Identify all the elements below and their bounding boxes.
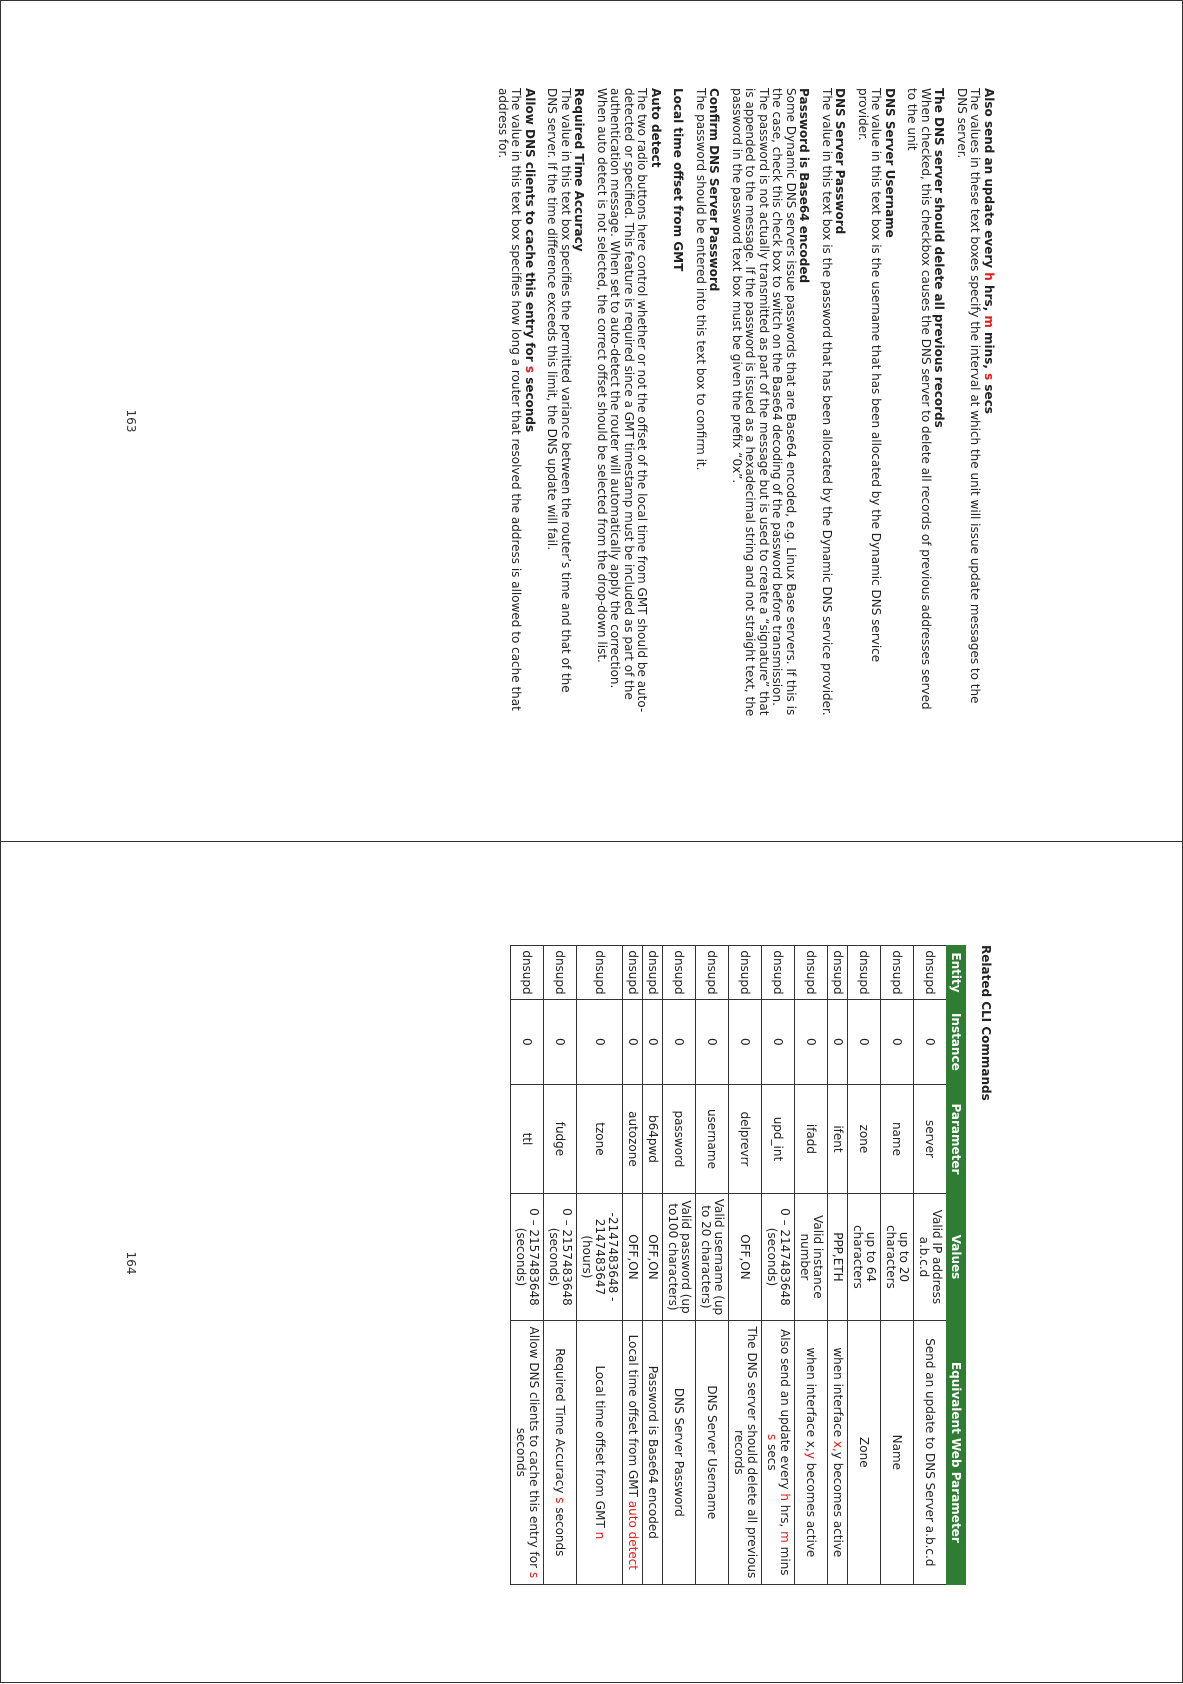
text-run: hrs, xyxy=(778,1500,792,1532)
section-body: Some Dynamic DNS servers issue passwords that are Base64 encoded, e.g. Linux Base servers. If this is the case, check this check box to switch on the Base64 decoding of the password before transmission. The password is not actually transmitted as part of the message but is used to create a “signature” that is appended to the message. If the password is issued as a hexadecimal string and not straight text, the password in the password text box must be given the prefix “0x”. xyxy=(730,88,798,717)
instance-cell: 0 xyxy=(848,999,881,1084)
highlight-text: auto detect xyxy=(626,1500,640,1571)
parameter-cell: autozone xyxy=(623,1084,643,1194)
highlight-text: m xyxy=(982,315,996,328)
text-run: Also send an update every xyxy=(778,1329,792,1494)
section-title xyxy=(982,88,996,718)
entity-cell: dnsupd xyxy=(623,946,643,1000)
text-run: mins, xyxy=(982,327,996,374)
parameter-cell: delprevrr xyxy=(729,1084,762,1194)
section-body: The password should be entered into this text box to confirm it. xyxy=(694,88,708,471)
column-header-instance: Instance xyxy=(947,999,966,1084)
section xyxy=(730,88,811,718)
values-cell: PPP,ETH xyxy=(828,1194,848,1320)
section-body: The two radio buttons here control whether or not the offset of the local time from GMT should be auto-detected or specified. This feature is required since a GMT timestamp must be included as part of the authentication message. When set to auto-detect the router will automatically apply the correction. When auto detect is not selected, the correct offset should be selected from the drop-down list. xyxy=(595,88,650,713)
text-run: Also send an update every xyxy=(982,88,996,273)
section xyxy=(820,88,847,718)
highlight-text: s xyxy=(527,1571,541,1579)
values-cell: Valid username (up to 20 characters) xyxy=(696,1194,729,1320)
section xyxy=(856,88,897,718)
section-body: The values in these text boxes specify the interval at which the unit will issue update messages to the DNS server. xyxy=(955,88,983,704)
table-body xyxy=(511,946,947,1585)
column-header-values: Values xyxy=(947,1194,966,1320)
instance-cell: 0 xyxy=(544,999,577,1084)
parameter-cell: ifadd xyxy=(795,1084,828,1194)
web-parameter-cell xyxy=(511,1320,544,1584)
section xyxy=(545,88,586,718)
web-parameter-cell xyxy=(696,1320,729,1584)
entity-cell: dnsupd xyxy=(914,946,947,1000)
instance-cell: 0 xyxy=(914,999,947,1084)
column-header-entity: Entity xyxy=(947,946,966,1000)
text-run: Send an update to DNS Server a.b.c.d xyxy=(923,1338,938,1567)
instance-cell: 0 xyxy=(623,999,643,1084)
entity-cell: dnsupd xyxy=(663,946,696,1000)
cli-heading: Related CLI Commands xyxy=(979,945,993,1101)
values-cell: OFF,ON xyxy=(623,1194,643,1320)
section-title xyxy=(797,88,811,718)
web-parameter-cell xyxy=(795,1320,828,1584)
section-body: The value in this text box specifies how long a router that resolved the address is allowed to cache that address for. xyxy=(496,88,524,711)
section-title xyxy=(932,88,946,718)
instance-cell: 0 xyxy=(762,999,795,1084)
text-run: Local time offset from GMT xyxy=(626,1334,640,1501)
table-row xyxy=(544,946,577,1585)
highlight-text: h xyxy=(982,272,996,281)
text-run: mins xyxy=(778,1542,792,1576)
web-parameter-cell xyxy=(643,1320,663,1584)
web-parameter-cell xyxy=(914,1320,947,1584)
text-run: Allow DNS clients to cache this entry for xyxy=(527,1326,541,1572)
text-run: The DNS server should delete all previous records xyxy=(932,88,947,428)
table-row xyxy=(828,946,848,1585)
parameter-cell: username xyxy=(696,1084,729,1194)
web-parameter-cell xyxy=(577,1320,623,1584)
section-title xyxy=(883,88,897,718)
table-row xyxy=(696,946,729,1585)
web-parameter-cell xyxy=(848,1320,881,1584)
section-body: The value in this text box specifies the permitted variance between the router’s time and that of the DNS server. If the time difference exceeds this limit, the DNS update will fail. xyxy=(545,88,573,693)
text-run: Confirm DNS Server Password xyxy=(707,88,722,292)
text-run: DNS Server Username xyxy=(883,88,897,238)
section-title xyxy=(649,88,663,718)
table-row xyxy=(663,946,696,1585)
text-run: DNS Server Password xyxy=(833,88,848,235)
entity-cell: dnsupd xyxy=(828,946,848,1000)
text-run: Local time offset from GMT xyxy=(593,1365,607,1532)
values-cell: 0 – 2147483648 (seconds) xyxy=(762,1194,795,1320)
table-row xyxy=(881,946,914,1585)
column-header-web-parameter: Equivalent Web Parameter xyxy=(947,1320,966,1584)
values-cell: Valid IP address a.b.c.d xyxy=(914,1194,947,1320)
values-cell: 0 – 2157483648 (seconds) xyxy=(544,1194,577,1320)
parameter-cell: ifent xyxy=(828,1084,848,1194)
highlight-text: n xyxy=(593,1531,607,1540)
highlight-text: s xyxy=(765,1434,779,1441)
web-parameter-cell xyxy=(663,1320,696,1584)
text-run: Password is Base64 encoded xyxy=(646,1365,660,1539)
parameter-cell: password xyxy=(663,1084,696,1194)
instance-cell: 0 xyxy=(828,999,848,1084)
text-run: hrs, xyxy=(982,280,996,316)
text-run: Zone xyxy=(857,1437,872,1468)
section-body: The value in this text box is the password that has been allocated by the Dynamic DNS service provider. xyxy=(820,88,834,716)
text-run: secs xyxy=(765,1440,779,1471)
text-run: The DNS server should delete all previous records xyxy=(732,1326,759,1579)
table-row xyxy=(623,946,643,1585)
highlight-text: s xyxy=(523,365,537,374)
entity-cell: dnsupd xyxy=(544,946,577,1000)
section-title xyxy=(833,88,847,718)
parameter-cell: name xyxy=(881,1084,914,1194)
web-parameter-cell xyxy=(729,1320,762,1584)
values-cell: up to 20 characters xyxy=(881,1194,914,1320)
entity-cell: dnsupd xyxy=(881,946,914,1000)
parameter-cell: upd_int xyxy=(762,1084,795,1194)
section-title xyxy=(707,88,721,718)
web-parameter-cell xyxy=(623,1320,643,1584)
section-body: When checked, this checkbox causes the DNS server to delete all records of previous addresses served to the unit xyxy=(905,88,933,710)
parameter-cell: server xyxy=(914,1084,947,1194)
text-run: secs xyxy=(982,380,996,414)
parameter-cell: tzone xyxy=(577,1084,623,1194)
values-cell: Valid instance number xyxy=(795,1194,828,1320)
highlight-text: s xyxy=(982,373,996,381)
section-title xyxy=(523,88,537,718)
text-run: Required Time Accuracy xyxy=(553,1348,568,1498)
instance-cell: 0 xyxy=(663,999,696,1084)
values-cell: OFF,ON xyxy=(643,1194,663,1320)
web-parameter-cell xyxy=(544,1320,577,1584)
text-run: Required Time Accuracy xyxy=(572,88,587,252)
parameter-cell: zone xyxy=(848,1084,881,1194)
text-run: seconds xyxy=(553,1503,568,1557)
entity-cell: dnsupd xyxy=(848,946,881,1000)
instance-cell: 0 xyxy=(643,999,663,1084)
parameter-cell: ttl xyxy=(511,1084,544,1194)
page-number: 163 xyxy=(124,409,138,433)
entity-cell: dnsupd xyxy=(696,946,729,1000)
instance-cell: 0 xyxy=(511,999,544,1084)
table-header-row xyxy=(947,946,966,1585)
text-run: Auto detect xyxy=(649,88,663,168)
values-cell: OFF,ON xyxy=(729,1194,762,1320)
text-run: seconds xyxy=(514,1427,528,1477)
web-parameter-cell xyxy=(762,1320,795,1584)
section xyxy=(955,88,996,718)
entity-cell: dnsupd xyxy=(511,946,544,1000)
values-cell: Valid password (up to100 characters) xyxy=(663,1194,696,1320)
column-header-parameter: Parameter xyxy=(947,1084,966,1194)
table-row xyxy=(643,946,663,1585)
section-title xyxy=(572,88,586,718)
web-parameter-cell xyxy=(881,1320,914,1584)
table-row xyxy=(762,946,795,1585)
text-run: seconds xyxy=(523,373,537,433)
section xyxy=(694,88,721,718)
table-row xyxy=(577,946,623,1585)
text-run: when interface x, xyxy=(804,1347,819,1452)
values-cell: up to 64 characters xyxy=(848,1194,881,1320)
table-row xyxy=(795,946,828,1585)
highlight-text: h xyxy=(778,1493,792,1501)
entity-cell: dnsupd xyxy=(577,946,623,1000)
page-164 xyxy=(0,842,1183,1684)
parameter-cell: b64pwd xyxy=(643,1084,663,1194)
entity-cell: dnsupd xyxy=(729,946,762,1000)
web-parameter-cell xyxy=(828,1320,848,1584)
section-title xyxy=(671,88,685,718)
parameter-cell: fudge xyxy=(544,1084,577,1194)
section xyxy=(496,88,537,718)
highlight-text: s xyxy=(553,1497,568,1504)
entity-cell: dnsupd xyxy=(643,946,663,1000)
table-row xyxy=(914,946,947,1585)
table-row xyxy=(729,946,762,1585)
instance-cell: 0 xyxy=(696,999,729,1084)
text-run: y becomes active xyxy=(831,1451,845,1558)
values-cell: -2147483648 - 2147483647 (hours) xyxy=(577,1194,623,1320)
text-run: Allow DNS clients to cache this entry for xyxy=(523,88,537,366)
instance-cell: 0 xyxy=(795,999,828,1084)
text-run: Password is Base64 encoded xyxy=(797,88,812,284)
section xyxy=(671,88,685,718)
table-row xyxy=(511,946,544,1585)
text-run: becomes active xyxy=(804,1458,819,1558)
cli-commands-table xyxy=(510,945,966,1585)
highlight-text: x, xyxy=(831,1440,845,1452)
highlight-text: m xyxy=(778,1531,792,1543)
entity-cell: dnsupd xyxy=(762,946,795,1000)
table-row xyxy=(848,946,881,1585)
section xyxy=(595,88,663,718)
page-number: 164 xyxy=(124,1251,138,1275)
instance-cell: 0 xyxy=(577,999,623,1084)
text-run: when interface xyxy=(831,1347,845,1441)
instance-cell: 0 xyxy=(729,999,762,1084)
section xyxy=(905,88,946,718)
section-body: The value in this text box is the username that has been allocated by the Dynamic DNS service provider. xyxy=(856,88,884,663)
text-run: DNS Server Username xyxy=(705,1385,720,1520)
parameter-descriptions xyxy=(487,88,996,718)
values-cell: 0 – 2157483648 (seconds) xyxy=(511,1194,544,1320)
highlight-text: y xyxy=(804,1451,819,1459)
text-run: DNS Server Password xyxy=(672,1387,687,1517)
text-run: Name xyxy=(890,1434,905,1471)
entity-cell: dnsupd xyxy=(795,946,828,1000)
instance-cell: 0 xyxy=(881,999,914,1084)
text-run: Local time offset from GMT xyxy=(671,88,686,272)
